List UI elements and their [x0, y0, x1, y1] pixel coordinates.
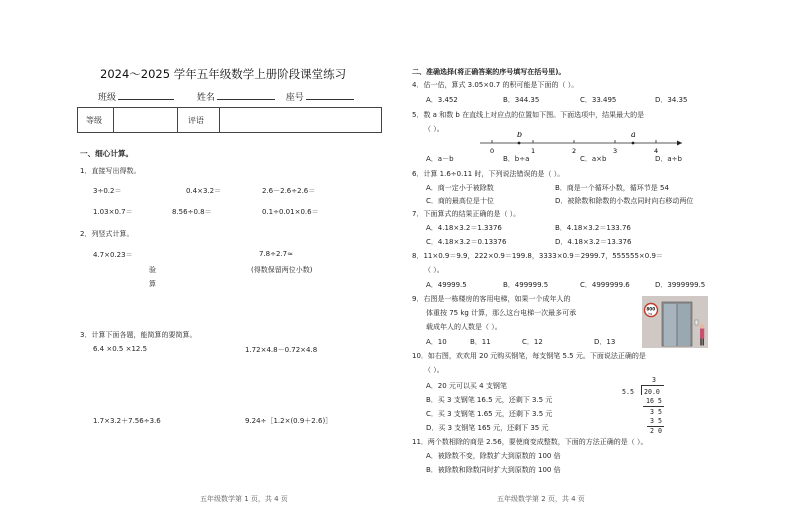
q9-option-d[interactable]: D．13: [594, 338, 616, 346]
class-label: 班级: [98, 93, 117, 103]
load-limit-unit: kg: [648, 311, 653, 316]
point-b-label: b: [517, 132, 523, 139]
q1-item-2: 0.4×3.2＝: [186, 187, 222, 195]
q9-stem-2: 体重按 75 kg 计算，那么这台电梯一次最多可承: [426, 309, 577, 317]
q7-option-c[interactable]: C．4.18×3.2＝0.13376: [426, 238, 507, 246]
point-b: [518, 142, 521, 145]
q9-stem-3: 载成年人的人数是（ ）。: [426, 323, 502, 331]
footer-right: 五年级数学第 2 页，共 4 页: [497, 495, 585, 503]
q4-option-b[interactable]: B．344.35: [503, 96, 540, 104]
number-line: [476, 132, 686, 154]
q5-stem: 5．数 a 和数 b 在直线上对应点的位置如下图。下面选项中，结果最大的是: [412, 111, 645, 119]
q6-option-c[interactable]: C．商的最高位是十位: [426, 197, 494, 205]
point-a: [632, 142, 635, 145]
division-row-1: 16 5: [646, 397, 662, 405]
q10-option-d[interactable]: D．买 3 支钢笔 165 元，还剩下 35 元: [426, 424, 549, 432]
q10-option-c[interactable]: C．买 3 支钢笔 1.65 元，还剩下 3.5 元: [426, 410, 553, 418]
division-row-4: 2 0: [650, 427, 662, 435]
q1-item-1: 3÷0.2＝: [93, 187, 122, 195]
elevator-door-left: [664, 304, 677, 346]
q5-option-b[interactable]: B．b÷a: [503, 155, 530, 163]
q9-option-c[interactable]: C．12: [522, 338, 543, 346]
q9-stem: 9．右图是一栋楼房的客用电梯，如果一个成年人的: [412, 295, 571, 303]
q3-item-3: 1.7×3.2＋7.56÷3.6: [93, 417, 161, 425]
q2-note: (得数保留两位小数): [251, 266, 313, 274]
section2-title: 二、准确选择(将正确答案的序号填写在括号里)。: [412, 68, 566, 76]
page-title: 2024～2025 学年五年级数学上册阶段课堂练习: [100, 67, 347, 81]
q2-item-1: 4.7×0.23＝: [93, 251, 133, 259]
q1-item-6: 0.1÷0.01×0.6＝: [262, 208, 319, 216]
division-row-3: 3 5: [650, 417, 662, 425]
q5-option-a[interactable]: A．a－b: [426, 155, 454, 163]
tick-label-0: 0: [490, 147, 495, 154]
q2-check-label: 验: [149, 266, 156, 274]
footer-left: 五年级数学第 1 页，共 4 页: [200, 495, 288, 503]
person-leg-left-icon: [700, 339, 702, 346]
q4-option-c[interactable]: C．33.495: [580, 96, 617, 104]
q11-option-b[interactable]: B．被除数和除数同时扩大到原数的 100 倍: [426, 466, 561, 474]
q6-option-d[interactable]: D．被除数和除数的小数点同时向右移动两位: [555, 197, 694, 205]
q8-option-a[interactable]: A．49999.5: [426, 281, 467, 289]
q8-stem: 8．11×0.9＝9.9，222×0.9＝199.8，3333×0.9＝2999.7，555555×0.9＝: [412, 252, 663, 260]
point-a-label: a: [631, 132, 636, 139]
q1-item-3: 2.6－2.6÷2.6＝: [262, 187, 316, 195]
class-field[interactable]: [118, 90, 174, 100]
q4-option-a[interactable]: A．3.452: [426, 96, 458, 104]
q10-option-b[interactable]: B．买 3 支钢笔 16.5 元，还剩下 3.5 元: [426, 396, 553, 404]
q1-item-5: 8.56÷0.8＝: [172, 208, 212, 216]
tick-label-1: 1: [531, 147, 536, 154]
q6-option-a[interactable]: A．商一定小于被除数: [426, 184, 494, 192]
division-bracket: [641, 385, 642, 395]
division-quotient: 3: [652, 376, 656, 384]
division-divisor: 5.5: [622, 388, 634, 396]
elevator-door-right: [678, 304, 691, 346]
q5-option-c[interactable]: C．a×b: [580, 155, 607, 163]
q7-option-a[interactable]: A．4.18×3.2＝1.3376: [426, 224, 502, 232]
q6-option-b[interactable]: B．商是一个循环小数，循环节是 54: [555, 184, 669, 192]
division-row-2: 3 5: [650, 408, 662, 416]
tick-label-2: 2: [572, 147, 577, 154]
q10-stem: 10．如右图，欢欢用 20 元购买钢笔，每支钢笔 5.5 元。下面说法正确的是: [412, 352, 646, 360]
division-bar: [642, 385, 664, 386]
person-head-icon: [700, 324, 704, 328]
q10-option-a[interactable]: A．20 元可以买 4 支钢笔: [426, 382, 507, 390]
section1-title: 一、细心计算。: [80, 149, 134, 158]
comment-label-cell: 评语: [178, 108, 220, 132]
person-body-icon: [700, 329, 704, 339]
q8-option-d[interactable]: D．3999999.5: [655, 281, 706, 289]
division-line-1: [643, 406, 664, 407]
q7-option-d[interactable]: D．4.18×3.2＝13.376: [555, 238, 632, 246]
q2-title: 2．列竖式计算。: [80, 230, 134, 238]
q4-stem: 4．估一估，算式 3.05×0.7 的积可能是下面的（ ）。: [412, 81, 579, 89]
name-field[interactable]: [217, 90, 275, 100]
seat-label: 座号: [285, 93, 304, 103]
tick-label-3: 3: [613, 147, 618, 154]
q9-option-a[interactable]: A．10: [426, 338, 447, 346]
number-line-arrow: [677, 141, 682, 146]
q3-item-1: 6.4 ×0.5 ×12.5: [93, 345, 148, 353]
elevator-illustration: [642, 296, 708, 348]
q6-stem: 6．计算 1.6÷0.11 时，下列说法错误的是（ ）。: [412, 170, 565, 178]
q3-item-4: 9.24÷［1.2×(0.9＋2.6)］: [245, 417, 333, 425]
tick-label-4: 4: [654, 147, 659, 154]
q5-option-d[interactable]: D．a÷b: [655, 155, 682, 163]
division-dividend: 20.0: [644, 388, 660, 396]
long-division: [620, 376, 665, 436]
q2-item-2: 7.8÷2.7≈: [259, 250, 293, 258]
elevator-call-button-icon: [695, 320, 698, 325]
load-limit-value: 800: [646, 306, 656, 312]
comment-input-cell[interactable]: [220, 108, 381, 132]
person-leg-right-icon: [702, 339, 704, 346]
q8-option-b[interactable]: B．499999.5: [503, 281, 549, 289]
q8-stem-2: （ ）。: [424, 266, 444, 274]
q8-option-c[interactable]: C．4999999.6: [580, 281, 630, 289]
q2-calc-label: 算: [149, 280, 156, 288]
q10-stem-2: （ ）。: [424, 366, 444, 374]
grade-label-cell: 等级: [78, 108, 114, 132]
q7-stem: 7．下面算式的结果正确的是（ ）。: [412, 210, 521, 218]
seat-field[interactable]: [306, 90, 354, 100]
q9-option-b[interactable]: B．11: [470, 338, 491, 346]
q1-title: 1．直接写出得数。: [80, 167, 141, 175]
q5-stem-2: （ ）。: [424, 125, 444, 133]
grade-table: [77, 107, 382, 133]
q11-option-a[interactable]: A．被除数不变，除数扩大到原数的 100 倍: [426, 452, 561, 460]
q1-item-4: 1.03×0.7＝: [93, 208, 133, 216]
grade-input-cell[interactable]: [114, 108, 178, 132]
q3-title: 3．计算下面各题，能简算的要简算。: [80, 331, 197, 339]
q4-option-d[interactable]: D．34.35: [655, 96, 688, 104]
q11-stem: 11．两个数相除的商是 2.56，要使商变成整数，下面的方法正确的是（ ）。: [412, 438, 648, 446]
q7-option-b[interactable]: B．4.18×3.2＝133.76: [555, 224, 631, 232]
q3-item-2: 1.72×4.8－0.72×4.8: [245, 346, 318, 354]
student-info-row: [98, 90, 354, 103]
name-label: 姓名: [196, 93, 215, 103]
